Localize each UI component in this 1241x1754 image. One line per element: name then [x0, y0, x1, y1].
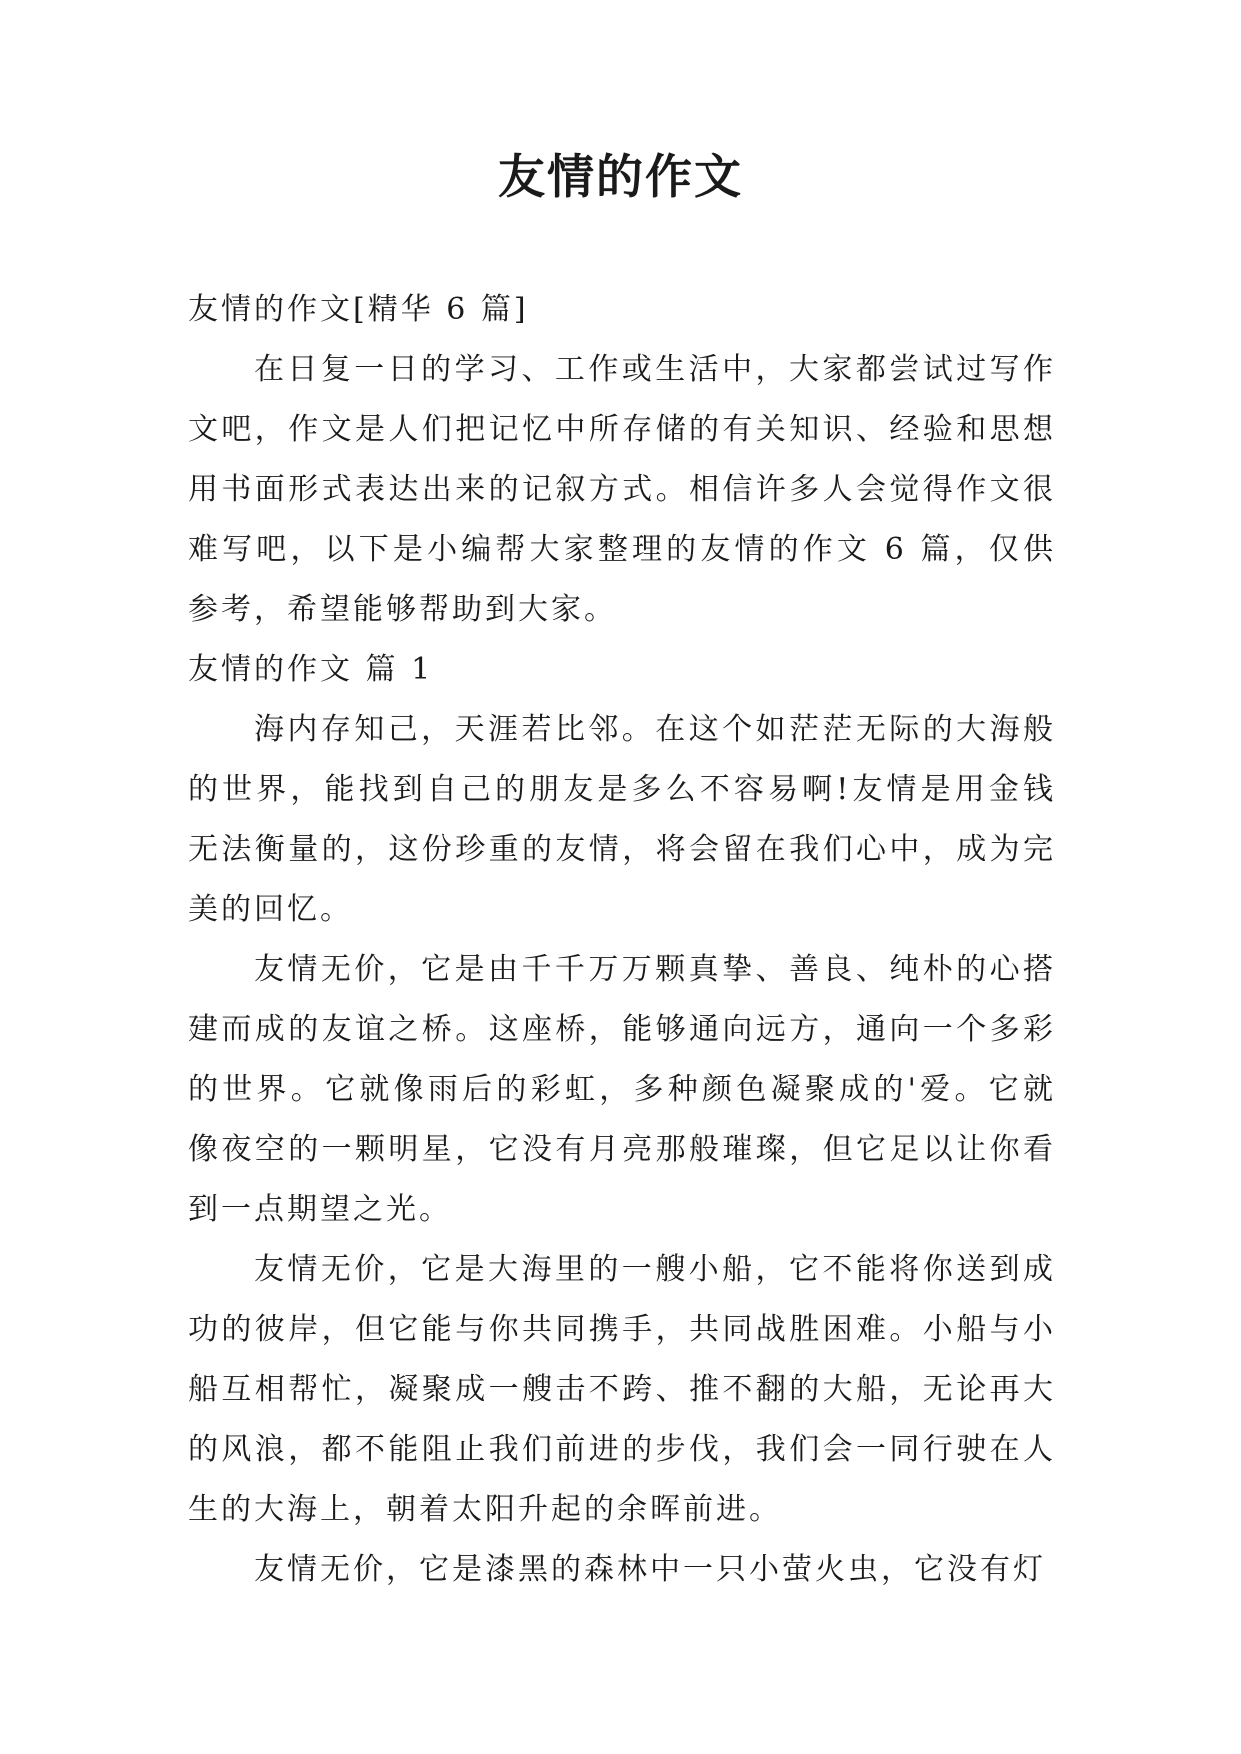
document-body: [188, 280, 1056, 1600]
body-paragraph: 友情无价，它是由千千万万颗真挚、善良、纯朴的心搭建而成的友谊之桥。这座桥，能够通向远方，通向一个多彩的世界。它就像雨后的彩虹，多种颜色凝聚成的'爱。它就像夜空的一颗明星，它没有月亮那般璀璨，但它足以让你看到一点期望之光。: [188, 952, 1056, 1227]
document-subtitle: 友情的作文[精华 6 篇]: [188, 292, 529, 327]
body-paragraph: 海内存知己，天涯若比邻。在这个如茫茫无际的大海般的世界，能找到自己的朋友是多么不容易啊!友情是用金钱无法衡量的，这份珍重的友情，将会留在我们心中，成为完美的回忆。: [188, 712, 1056, 927]
body-paragraph: 友情无价，它是大海里的一艘小船，它不能将你送到成功的彼岸，但它能与你共同携手，共同战胜困难。小船与小船互相帮忙，凝聚成一艘击不跨、推不翻的大船，无论再大的风浪，都不能阻止我们前进的步伐，我们会一同行驶在人生的大海上，朝着太阳升起的余晖前进。: [188, 1252, 1056, 1527]
body-paragraph: 友情无价，它是漆黑的森林中一只小萤火虫，它没有灯: [254, 1552, 1046, 1587]
section-heading: 友情的作文 篇 1: [188, 652, 434, 687]
intro-paragraph: 在日复一日的学习、工作或生活中，大家都尝试过写作文吧，作文是人们把记忆中所存储的有关知识、经验和思想用书面形式表达出来的记叙方式。相信许多人会觉得作文很难写吧，以下是小编帮大家整理的友情的作文 6 篇，仅供参考，希望能够帮助到大家。: [188, 352, 1056, 627]
page-title: 友情的作文: [498, 150, 743, 205]
